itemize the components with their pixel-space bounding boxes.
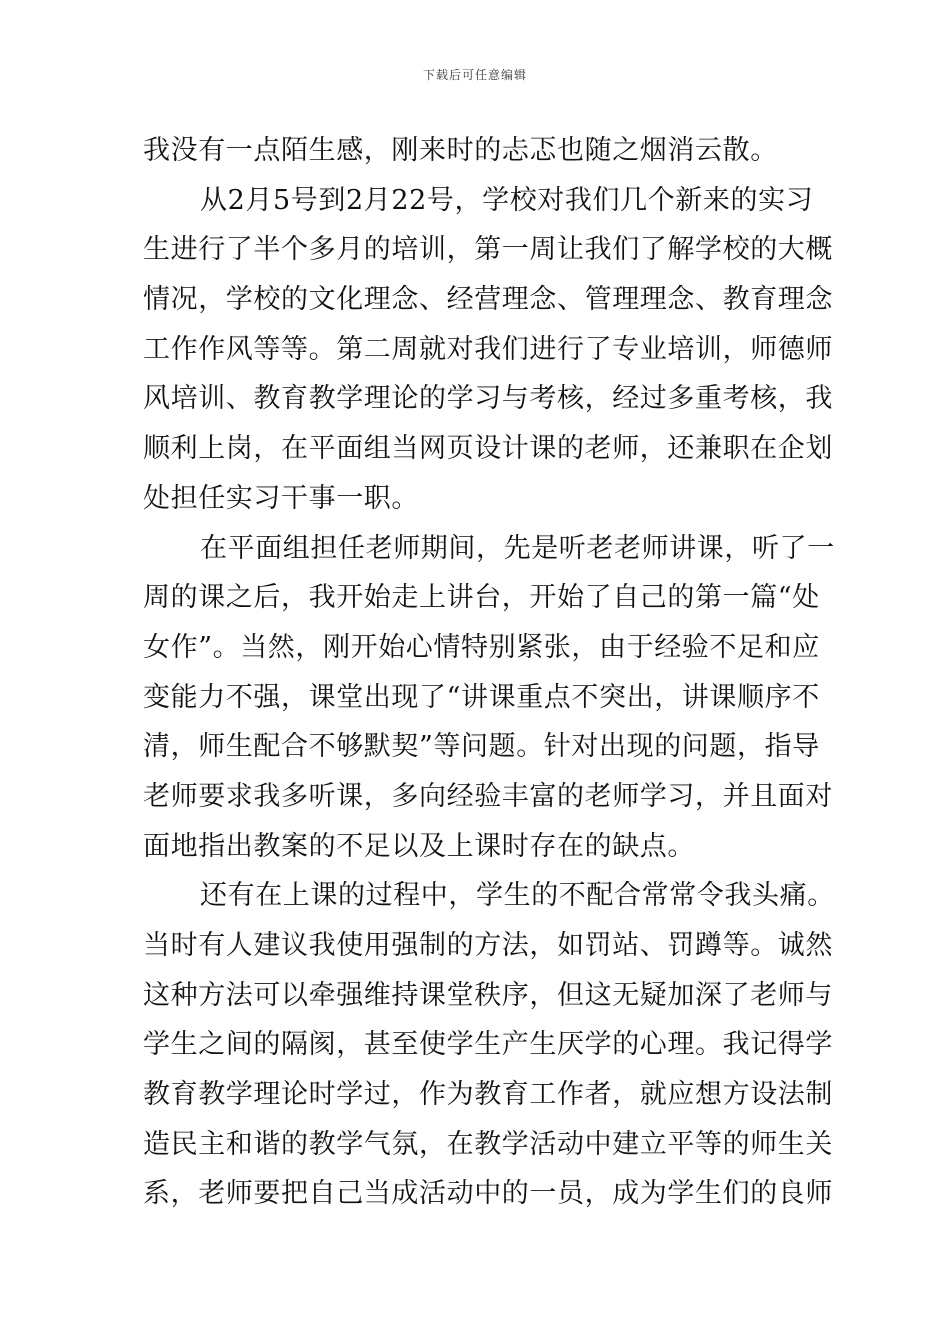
body-line: 我没有一点陌生感，刚来时的忐忑也随之烟消云散。 (143, 135, 778, 166)
body-line: 处担任实习干事一职。 (143, 482, 419, 514)
header-note: 下载后可任意编辑 (422, 68, 527, 82)
body-line: 当时有人建议我使用强制的方法，如罚站、罚蹲等。诚然 (143, 930, 833, 961)
paragraph-start-line: 从2月5号到2月22号，学校对我们几个新来的实习 (200, 184, 814, 216)
body-line: 面地指出教案的不足以及上课时存在的缺点。 (143, 830, 695, 862)
body-line: 周的课之后，我开始走上讲台，开始了自己的第一篇“处 (143, 582, 820, 614)
body-line: 老师要求我多听课，多向经验丰富的老师学习，并且面对 (143, 780, 833, 812)
body-line: 教育教学理论时学过，作为教育工作者，就应想方设法制 (143, 1079, 833, 1111)
body-line: 女作”。当然，刚开始心情特别紧张，由于经验不足和应 (143, 631, 820, 663)
body-line: 系，老师要把自己当成活动中的一员，成为学生们的良师 (143, 1178, 833, 1210)
body-line: 变能力不强，课堂出现了“讲课重点不突出，讲课顺序不 (143, 681, 820, 713)
body-line: 造民主和谐的教学气氛，在教学活动中建立平等的师生关 (143, 1128, 833, 1160)
body-line: 工作作风等等。第二周就对我们进行了专业培训，师德师 (143, 333, 833, 365)
paragraph-start-line: 在平面组担任老师期间，先是听老老师讲课，听了一 (200, 532, 835, 564)
body-line: 学生之间的隔阂，甚至使学生产生厌学的心理。我记得学 (143, 1029, 833, 1061)
body-line: 清，师生配合不够默契”等问题。针对出现的问题，指导 (143, 731, 820, 763)
document-body (143, 126, 835, 1219)
body-line: 生进行了半个多月的培训，第一周让我们了解学校的大概 (143, 234, 833, 266)
body-line: 风培训、教育教学理论的学习与考核，经过多重考核，我 (143, 383, 833, 415)
body-line: 这种方法可以牵强维持课堂秩序，但这无疑加深了老师与 (143, 979, 833, 1011)
paragraph-start-line: 还有在上课的过程中，学生的不配合常常令我头痛。 (200, 880, 835, 912)
body-line: 情况，学校的文化理念、经营理念、管理理念、教育理念 (143, 284, 833, 316)
body-line: 顺利上岗，在平面组当网页设计课的老师，还兼职在企划 (143, 433, 833, 465)
